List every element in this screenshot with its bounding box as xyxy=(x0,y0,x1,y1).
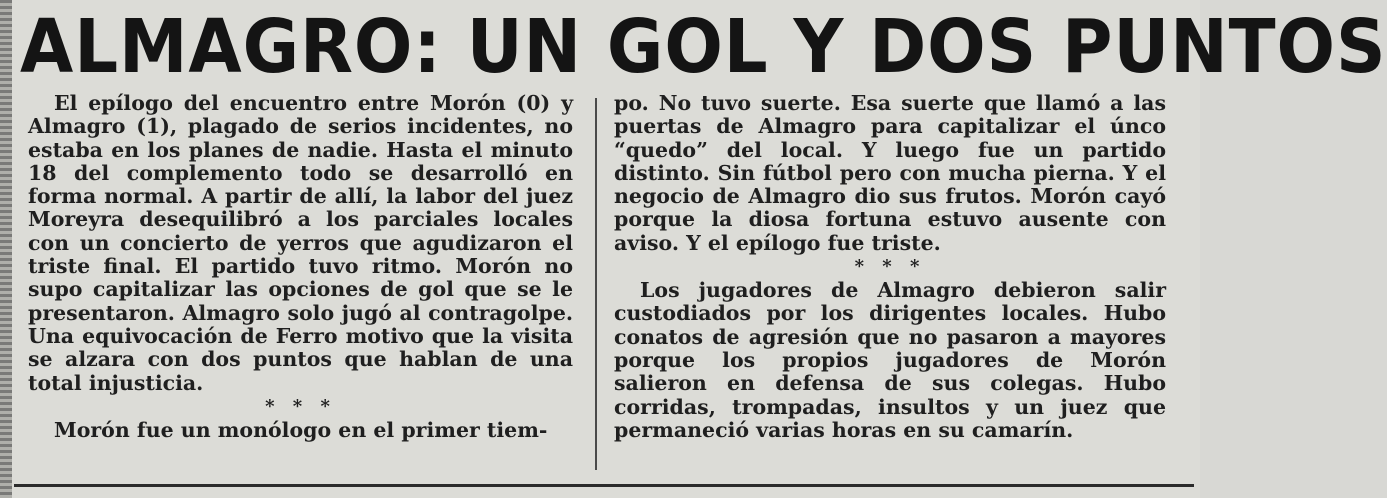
article-column-left xyxy=(28,92,573,442)
column-divider xyxy=(595,98,597,470)
right-paragraph-2: Los jugadores de Almagro debieron salir custodiados por los dirigentes locales. Hubo conatos de agresión que no pasaron a mayores porque los propios jugadores de Morón salieron en defensa de sus colegas. Hubo corridas, trompadas, insultos y un juez que permaneció varias horas en su camarín. xyxy=(614,278,1166,442)
left-separator: * * * xyxy=(265,395,336,417)
left-paragraph-2: Morón fue un monólogo en el primer tiem- xyxy=(54,417,548,442)
headline: ALMAGRO: UN GOL Y DOS PUNTOS xyxy=(20,4,1387,90)
left-paragraph-1: El epílogo del encuentro entre Morón (0) y Almagro (1), plagado de serios incidentes, no estaba en los planes de nadie. Hasta el minuto 18 del complemento todo se desarrolló en forma normal. A partir de allí, la labor del juez Moreyra desequilibró a los parciales locales con un concierto de yerros que agudizaron el triste final. El partido tuvo ritmo. Morón no supo capitalizar las opciones de gol que se le presentaron. Almagro solo jugó al contragolpe. Una equivocación de Ferro motivo que la visita se alzara con dos puntos que hablan de una total injusticia. xyxy=(28,91,573,395)
page-edge xyxy=(0,0,12,498)
right-paragraph-1: po. No tuvo suerte. Esa suerte que llamó a las puertas de Almagro para capitalizar el únco “quedo” del local. Y luego fue un partido distinto. Sin fútbol pero con mucha pierna. Y el negocio de Almagro dio sus frutos. Morón cayó porque la diosa fortuna estuvo ausente con aviso. Y el epílogo fue triste. xyxy=(614,91,1166,255)
right-separator: * * * xyxy=(854,256,926,278)
bottom-rule xyxy=(14,484,1194,487)
article-column-right xyxy=(614,92,1166,442)
